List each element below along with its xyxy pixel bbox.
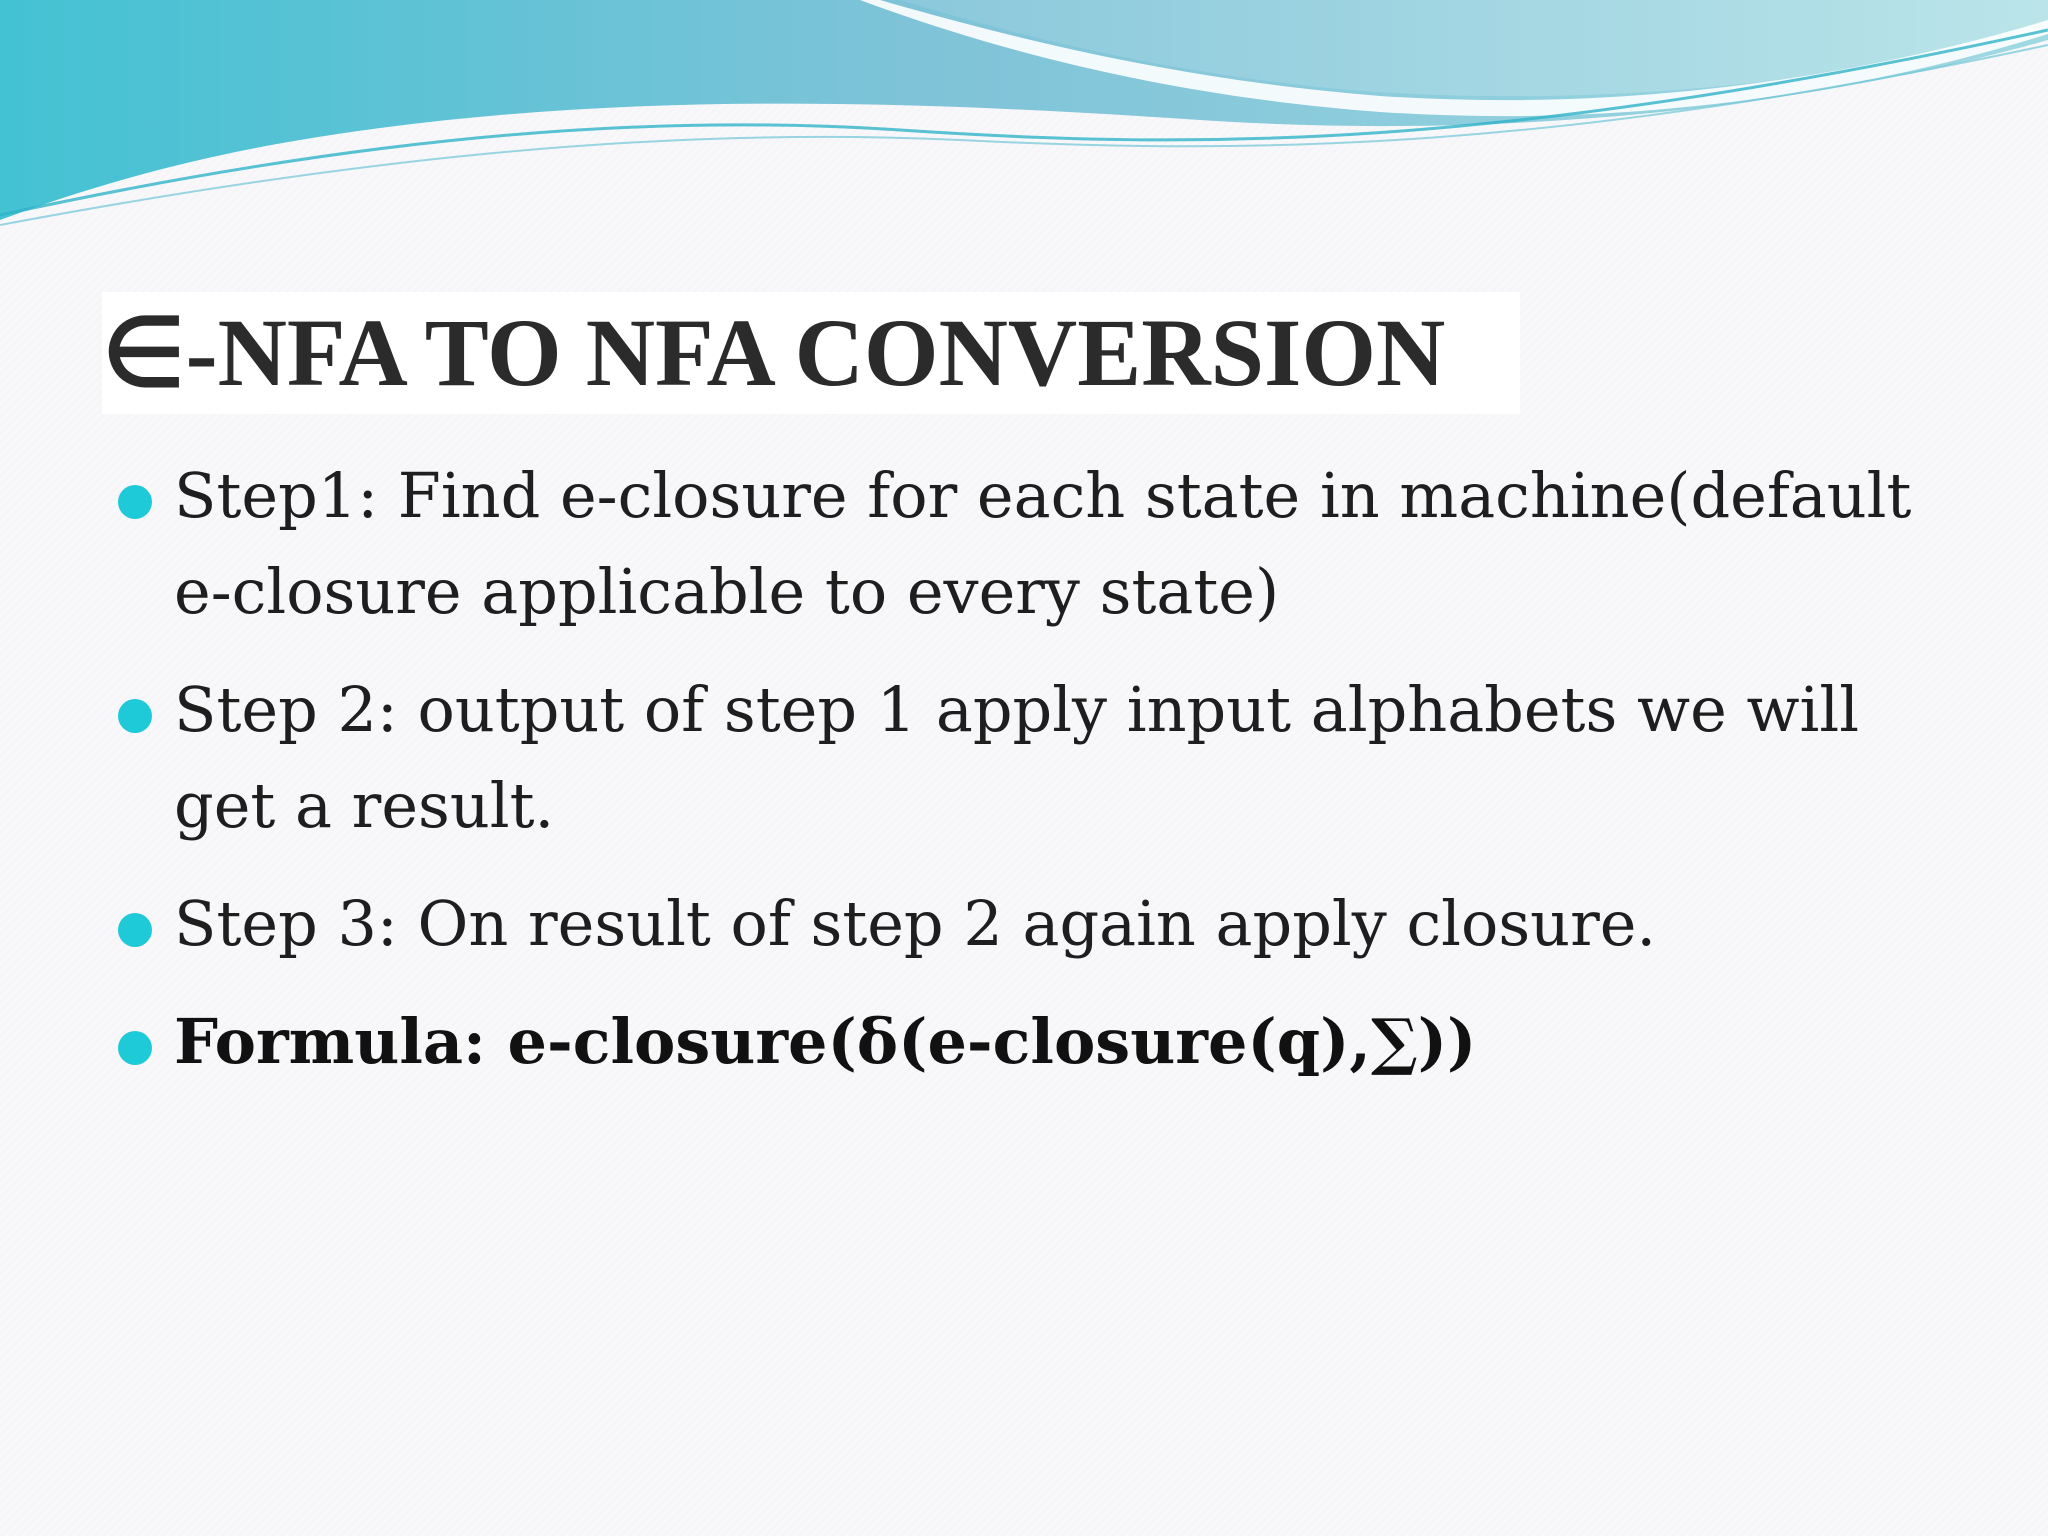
bullet-item: [118, 876, 1978, 972]
bullet-dot-icon: [118, 699, 152, 733]
slide-title: ∈-NFA TO NFA CONVERSION: [102, 299, 1446, 406]
bullet-text: Step1: Find e-closure for each state in machine(default e-closure applicable to every state): [174, 459, 1912, 628]
formula-text: Formula: e-closure(δ(e-closure(q),∑)): [174, 1005, 1477, 1078]
bullet-list: [118, 448, 1978, 1112]
bullet-dot-icon: [118, 1031, 152, 1065]
bullet-text: Step 3: On result of step 2 again apply closure.: [174, 887, 1657, 960]
bullet-item: [118, 448, 1978, 640]
bullet-item-formula: [118, 994, 1978, 1090]
bullet-dot-icon: [118, 485, 152, 519]
decorative-wave-header: [0, 0, 2048, 240]
bullet-dot-icon: [118, 913, 152, 947]
bullet-text: Step 2: output of step 1 apply input alphabets we will get a result.: [174, 673, 1860, 842]
bullet-item: [118, 662, 1978, 854]
